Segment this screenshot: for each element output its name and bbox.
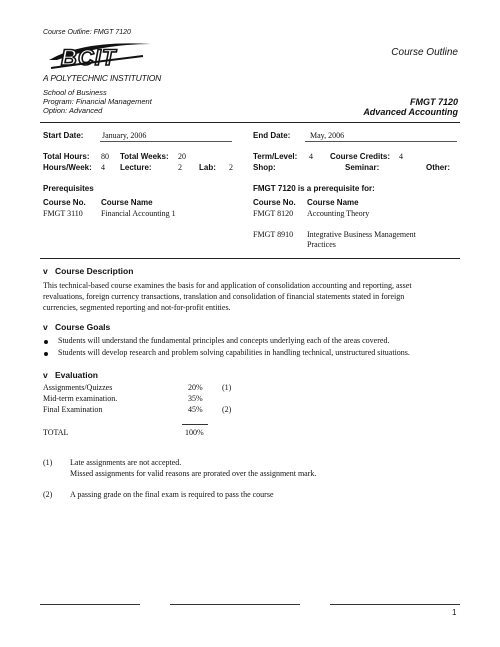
- goal-bullet: [44, 352, 48, 356]
- start-date-underline: [100, 141, 232, 142]
- total-hours-label: Total Hours:: [43, 152, 90, 161]
- term-level-value: 4: [309, 152, 313, 161]
- eval-note-ref: (2): [222, 405, 232, 414]
- total-value: 100%: [185, 428, 204, 437]
- hours-week-value: 4: [101, 163, 105, 172]
- eval-percent: 45%: [188, 405, 203, 414]
- institution-tagline: A POLYTECHNIC INSTITUTION: [43, 73, 162, 83]
- total-label: TOTAL: [43, 428, 69, 437]
- goal-item-2: Students will develop research and problem solving capabilities in handling technical, unstructured situations.: [58, 348, 410, 357]
- eval-item: Final Examination: [43, 405, 103, 414]
- program-name: Program: Financial Management: [43, 97, 152, 106]
- page-number: 1: [452, 608, 457, 617]
- course-credits-value: 4: [399, 152, 403, 161]
- lab-value: 2: [229, 163, 233, 172]
- eval-item: Mid-term examination.: [43, 394, 118, 403]
- note-1-line-1: Late assignments are not accepted.: [70, 458, 182, 467]
- total-weeks-value: 20: [178, 152, 186, 161]
- seminar-label: Seminar:: [345, 163, 380, 172]
- doc-title: Course Outline: [391, 47, 458, 58]
- lab-label: Lab:: [199, 163, 216, 172]
- course-goals-marker: v: [43, 322, 48, 332]
- goal-item-1: Students will understand the fundamental principles and concepts underlying each of the areas covered.: [58, 336, 390, 345]
- course-description-marker: v: [43, 266, 48, 276]
- header-divider: [40, 122, 460, 123]
- footer-rule-left: [40, 604, 140, 605]
- total-weeks-label: Total Weeks:: [120, 152, 169, 161]
- lecture-value: 2: [178, 163, 182, 172]
- eval-percent: 35%: [188, 394, 203, 403]
- end-date-label: End Date:: [253, 131, 291, 140]
- course-outline-code: Course Outline: FMGT 7120: [43, 29, 131, 36]
- bcit-logo: [43, 38, 155, 70]
- total-rule: [182, 424, 208, 425]
- prerequisites-heading: Prerequisites: [43, 184, 94, 193]
- course-description-text: This technical-based course examines the basis for and application of consolidation accounting and reporting, asset revaluations, foreign currency transactions, translation and consolidation of financial statements stated in foreign currencies, segmented reporting and not-for-profit entities.: [43, 281, 412, 312]
- footer-rule-middle: [170, 604, 300, 605]
- note-2-line-1: A passing grade on the final exam is required to pass the course: [70, 490, 274, 499]
- course-credits-label: Course Credits:: [330, 152, 391, 161]
- eval-item: Assignments/Quizzes: [43, 383, 113, 392]
- prereq-row-course-name: Financial Accounting 1: [101, 209, 176, 218]
- program-option: Option: Advanced: [43, 106, 103, 115]
- prereq-for-row-1-no: FMGT 8120: [253, 209, 294, 218]
- lecture-label: Lecture:: [120, 163, 152, 172]
- prereq-for-row-2-name: Integrative Business Management: [307, 230, 416, 239]
- prereq-row-course-no: FMGT 3110: [43, 209, 83, 218]
- shop-label: Shop:: [253, 163, 276, 172]
- end-date-value: May, 2006: [310, 131, 345, 140]
- prereq-for-row-1-name: Accounting Theory: [307, 209, 370, 218]
- prerequisite-for-heading: FMGT 7120 is a prerequisite for:: [253, 184, 375, 193]
- course-code: FMGT 7120: [409, 97, 458, 107]
- course-name: Advanced Accounting: [363, 107, 458, 117]
- prereq-for-col-course-no: Course No.: [253, 198, 296, 207]
- start-date-label: Start Date:: [43, 131, 84, 140]
- course-description-heading: Course Description: [55, 266, 134, 276]
- info-divider: [40, 258, 460, 259]
- note-2-number: (2): [43, 490, 53, 499]
- note-1-number: (1): [43, 458, 53, 467]
- course-goals-heading: Course Goals: [55, 322, 111, 332]
- prereq-for-row-2-no: FMGT 8910: [253, 230, 294, 239]
- term-level-label: Term/Level:: [253, 152, 298, 161]
- footer-rule-right: [330, 604, 460, 605]
- eval-percent: 20%: [188, 383, 203, 392]
- hours-week-label: Hours/Week:: [43, 163, 92, 172]
- other-label: Other:: [426, 163, 450, 172]
- end-date-underline: [305, 141, 457, 142]
- prereq-col-course-no: Course No.: [43, 198, 86, 207]
- eval-note-ref: (1): [222, 383, 232, 392]
- prereq-col-course-name: Course Name: [101, 198, 153, 207]
- note-1-line-2: Missed assignments for valid reasons are prorated over the assignment mark.: [70, 469, 317, 478]
- goal-bullet: [44, 340, 48, 344]
- prereq-for-row-2-name-cont: Practices: [307, 240, 336, 249]
- evaluation-marker: v: [43, 370, 48, 380]
- prereq-for-col-course-name: Course Name: [307, 198, 359, 207]
- evaluation-heading: Evaluation: [55, 370, 98, 380]
- school-name: School of Business: [43, 88, 107, 97]
- total-hours-value: 80: [101, 152, 109, 161]
- start-date-value: January, 2006: [102, 131, 147, 140]
- svg-text:BCIT: BCIT: [61, 45, 117, 70]
